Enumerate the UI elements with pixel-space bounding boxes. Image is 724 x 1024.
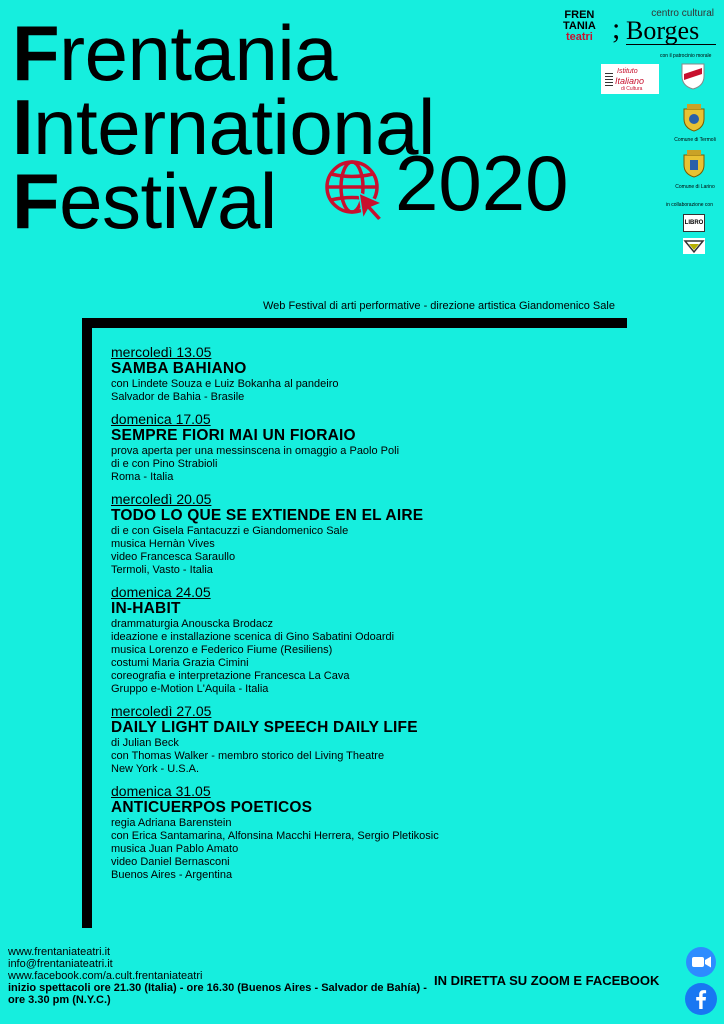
event-todo-lo-que [111, 491, 671, 577]
event-credit: video Francesca Saraullo [111, 551, 236, 563]
festival-subtitle: Web Festival di arti performative - direzione artistica Giandomenico Sale [263, 300, 615, 312]
facebook-link[interactable]: www.facebook.com/a.cult.frentaniateatri [8, 970, 203, 982]
frame-top-bar [82, 318, 627, 328]
event-credit: con Erica Santamarina, Alfonsina Macchi Herrera, Sergio Pletikosic [111, 830, 439, 842]
festival-year: 2020 [395, 139, 569, 227]
event-location: Termoli, Vasto - Italia [111, 564, 213, 576]
website-link[interactable]: www.frentaniateatri.it [8, 946, 111, 958]
live-streaming-label: IN DIRETTA SU ZOOM E FACEBOOK [434, 973, 660, 988]
zoom-icon[interactable] [686, 947, 716, 977]
event-date: mercoledì 27.05 [111, 703, 212, 719]
event-location: Gruppo e-Motion L'Aquila - Italia [111, 683, 269, 695]
larino-label: Comune di Larino [675, 184, 715, 190]
frame-left-bar [82, 318, 92, 928]
event-title: ANTICUERPOS POETICOS [111, 799, 313, 816]
termoli-label: Comune di Termoli [674, 137, 716, 143]
termoli-crest-icon [681, 104, 707, 132]
event-in-habit [111, 584, 671, 696]
event-list [111, 344, 671, 889]
triangle-logo-icon [683, 238, 705, 254]
event-credit: di e con Pino Strabioli [111, 458, 218, 470]
event-credit: ideazione e installazione scenica di Gino Sabatini Odoardi [111, 631, 395, 643]
event-title: IN-HABIT [111, 600, 181, 617]
event-credit: musica Lorenzo e Federico Fiume (Resiliens) [111, 644, 333, 656]
event-date: domenica 24.05 [111, 584, 211, 600]
event-location: Salvador de Bahia - Brasile [111, 391, 245, 403]
event-credit: costumi Maria Grazia Cimini [111, 657, 249, 669]
event-samba-bahiano [111, 344, 671, 404]
event-title: DAILY LIGHT DAILY SPEECH DAILY LIFE [111, 719, 418, 736]
event-sempre-fiori [111, 411, 671, 484]
title-line-frentania: Frentania [12, 9, 338, 97]
event-anticuerpos [111, 783, 671, 882]
borges-logo: centro cultural ; Borges [612, 8, 714, 45]
event-date: mercoledì 20.05 [111, 491, 212, 507]
patrocinio-label: con il patrocinio morale [660, 53, 712, 59]
event-location: Roma - Italia [111, 471, 174, 483]
event-title: SAMBA BAHIANO [111, 360, 247, 377]
facebook-icon[interactable] [685, 983, 717, 1015]
globe-cursor-icon [322, 157, 388, 223]
email-link[interactable]: info@frentaniateatri.it [8, 958, 113, 970]
event-credit: di Julian Beck [111, 737, 179, 749]
event-credit: di e con Gisela Fantacuzzi e Giandomenico Sale [111, 525, 349, 537]
istituto-italiano-cultura-logo: Istituto Italiano di Cultura [601, 64, 659, 94]
event-title: TODO LO QUE SE EXTIENDE EN EL AIRE [111, 507, 424, 524]
schedule-text: inizio spettacoli ore 21.30 (Italia) - ore 16.30 (Buenos Aires - Salvador de Bahía) - ore 3.30 pm (N.Y.C.) [8, 982, 427, 1006]
event-credit: coreografia e interpretazione Francesca La Cava [111, 670, 350, 682]
libro-logo: LIBRO [683, 214, 705, 232]
event-credit: video Daniel Bernasconi [111, 856, 230, 868]
title-line-international: International [12, 83, 435, 171]
event-date: mercoledì 13.05 [111, 344, 212, 360]
event-daily-light [111, 703, 671, 776]
event-date: domenica 17.05 [111, 411, 211, 427]
event-credit: prova aperta per una messinscena in omaggio a Paolo Poli [111, 445, 400, 457]
footer-info [8, 946, 428, 1006]
event-location: New York - U.S.A. [111, 763, 200, 775]
event-credit: regia Adriana Barenstein [111, 817, 232, 829]
event-location: Buenos Aires - Argentina [111, 869, 233, 881]
event-credit: musica Juan Pablo Amato [111, 843, 239, 855]
collaborazione-label: in collaborazione con [666, 202, 713, 208]
event-credit: musica Hernàn Vives [111, 538, 215, 550]
event-credit: con Lindete Souza e Luiz Bokanha al pandeiro [111, 378, 339, 390]
event-title: SEMPRE FIORI MAI UN FIORAIO [111, 427, 356, 444]
event-date: domenica 31.05 [111, 783, 211, 799]
title-line-festival: Festival [12, 157, 277, 245]
region-crest-icon [680, 62, 706, 90]
event-credit: con Thomas Walker - membro storico del Living Theatre [111, 750, 385, 762]
event-credit: drammaturgia Anouscka Brodacz [111, 618, 274, 630]
frentania-teatri-logo: FREN TANIA teatri [563, 9, 596, 43]
larino-crest-icon [681, 150, 707, 178]
